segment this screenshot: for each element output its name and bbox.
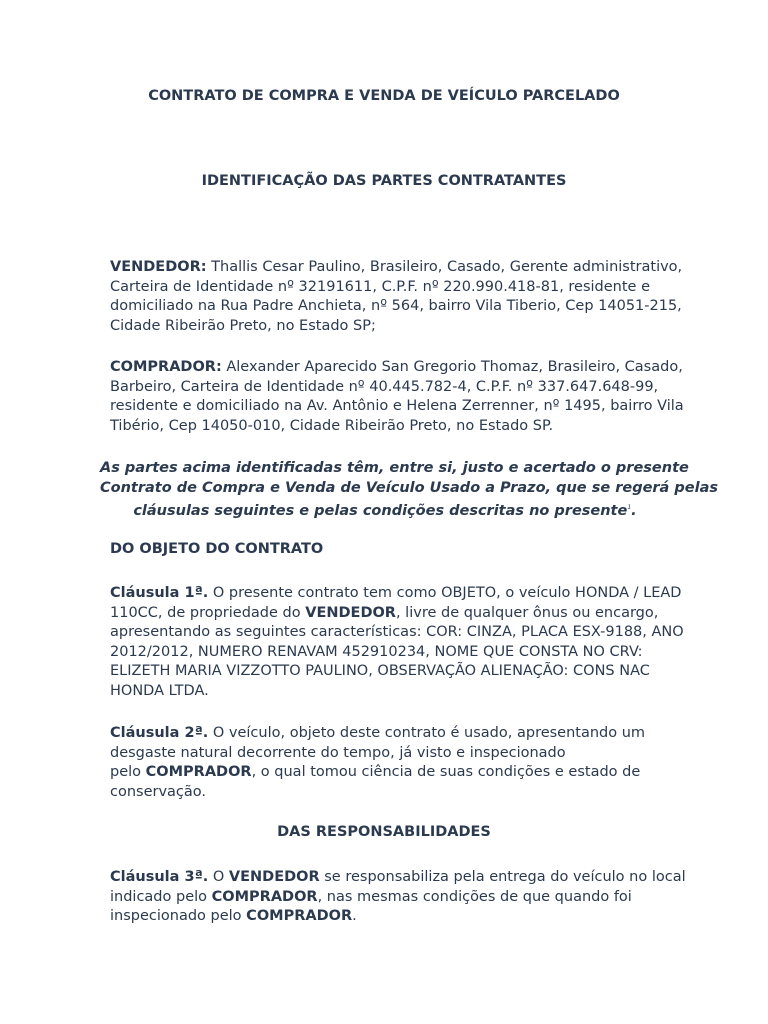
clausula-1-label: Cláusula 1ª.: [110, 585, 209, 601]
clausula-3-line-3a: inspecionado pelo: [110, 908, 247, 925]
clausula-1-line-2a: 110CC, de propriedade do: [110, 604, 306, 621]
clausula-1-line-1: O presente contrato tem como OBJETO, o veículo HONDA / LEAD: [208, 585, 682, 601]
section-objeto-heading: DO OBJETO DO CONTRATO: [110, 541, 324, 557]
parties-heading: IDENTIFICAÇÃO DAS PARTES CONTRATANTES: [201, 173, 567, 189]
vendedor-paragraph: [110, 258, 683, 336]
section-resp-heading: DAS RESPONSABILIDADES: [277, 824, 491, 840]
clausula-2-line-4: conservação.: [110, 783, 207, 800]
clausula-3-line-1b: se responsabiliza pela entrega do veículo no local: [319, 869, 686, 885]
clausula-3-paragraph: [110, 868, 686, 927]
clausula-1-line-6: HONDA LTDA.: [110, 682, 209, 699]
clausula-2-label: Cláusula 2ª.: [110, 725, 209, 741]
footnote-marker[interactable]: 1: [627, 504, 632, 512]
vendedor-line-2: Carteira de Identidade nº 32191611, C.P.F. nº 220.990.418-81, residente e: [110, 278, 651, 295]
comprador-line-3: residente e domiciliado na Av. Antônio e Helena Zerrenner, nº 1495, bairro Vila: [110, 398, 684, 415]
clausula-1-line-5: ELIZETH MARIA VIZZOTTO PAULINO, OBSERVAÇÃO ALIENAÇÃO: CONS NAC: [110, 663, 650, 680]
document-title: CONTRATO DE COMPRA E VENDA DE VEÍCULO PARCELADO: [148, 88, 620, 104]
clausula-1-line-3: apresentando as seguintes características: COR: CINZA, PLACA ESX-9188, ANO: [110, 624, 684, 641]
intro-line-3: cláusulas seguintes e pelas condições descritas no presente: [133, 503, 628, 520]
clausula-1-paragraph: [110, 584, 684, 702]
clausula-3-comprador-bold-2: COMPRADOR: [246, 908, 353, 925]
clausula-1-vendedor-bold: VENDEDOR: [305, 604, 396, 621]
clausula-2-line-3a: pelo: [110, 764, 146, 781]
comprador-paragraph: [110, 358, 684, 436]
clausula-2-comprador-bold: COMPRADOR: [145, 764, 252, 781]
intro-end: .: [631, 503, 637, 520]
intro-line-2: Contrato de Compra e Venda de Veículo Usado a Prazo, que se regerá pelas: [100, 479, 718, 496]
vendedor-line-1: Thallis Cesar Paulino, Brasileiro, Casado, Gerente administrativo,: [206, 259, 683, 275]
clausula-3-comprador-bold-1: COMPRADOR: [211, 888, 318, 905]
clausula-3-line-2a: indicado pelo: [110, 888, 212, 905]
clausula-1-line-2b: , livre de qualquer ônus ou encargo,: [395, 604, 659, 621]
vendedor-line-4: Cidade Ribeirão Preto, no Estado SP;: [110, 317, 376, 334]
clausula-3-line-3b: .: [352, 908, 357, 925]
clausula-1-line-4: 2012/2012, NUMERO RENAVAM 452910234, NOME QUE CONSTA NO CRV:: [110, 643, 643, 660]
clausula-3-line-1a: O: [208, 869, 229, 885]
vendedor-line-3: domiciliado na Rua Padre Anchieta, nº 564, bairro Vila Tiberio, Cep 14051-215,: [110, 298, 682, 315]
clausula-3-line-2b: , nas mesmas condições de que quando foi: [317, 888, 632, 905]
comprador-label: COMPRADOR:: [110, 359, 222, 375]
comprador-line-2: Barbeiro, Carteira de Identidade nº 40.445.782-4, C.P.F. nº 337.647.648-99,: [110, 378, 659, 395]
intro-line-1: As partes acima identificadas têm, entre si, justo e acertado o presente: [100, 460, 689, 476]
vendedor-label: VENDEDOR:: [110, 259, 207, 275]
clausula-2-paragraph: [110, 724, 670, 802]
comprador-line-4: Tibério, Cep 14050-010, Cidade Ribeirão Preto, no Estado SP.: [110, 417, 554, 434]
intro-paragraph: [100, 459, 718, 522]
clausula-2-line-3b: , o qual tomou ciência de suas condições e estado de: [251, 764, 641, 781]
clausula-3-vendedor-bold: VENDEDOR: [228, 869, 320, 885]
clausula-2-line-1: O veículo, objeto deste contrato é usado, apresentando um: [208, 725, 646, 741]
comprador-line-1: Alexander Aparecido San Gregorio Thomaz, Brasileiro, Casado,: [221, 359, 683, 375]
clausula-2-line-2: desgaste natural decorrente do tempo, já visto e inspecionado: [110, 744, 566, 761]
clausula-3-label: Cláusula 3ª.: [110, 869, 209, 885]
